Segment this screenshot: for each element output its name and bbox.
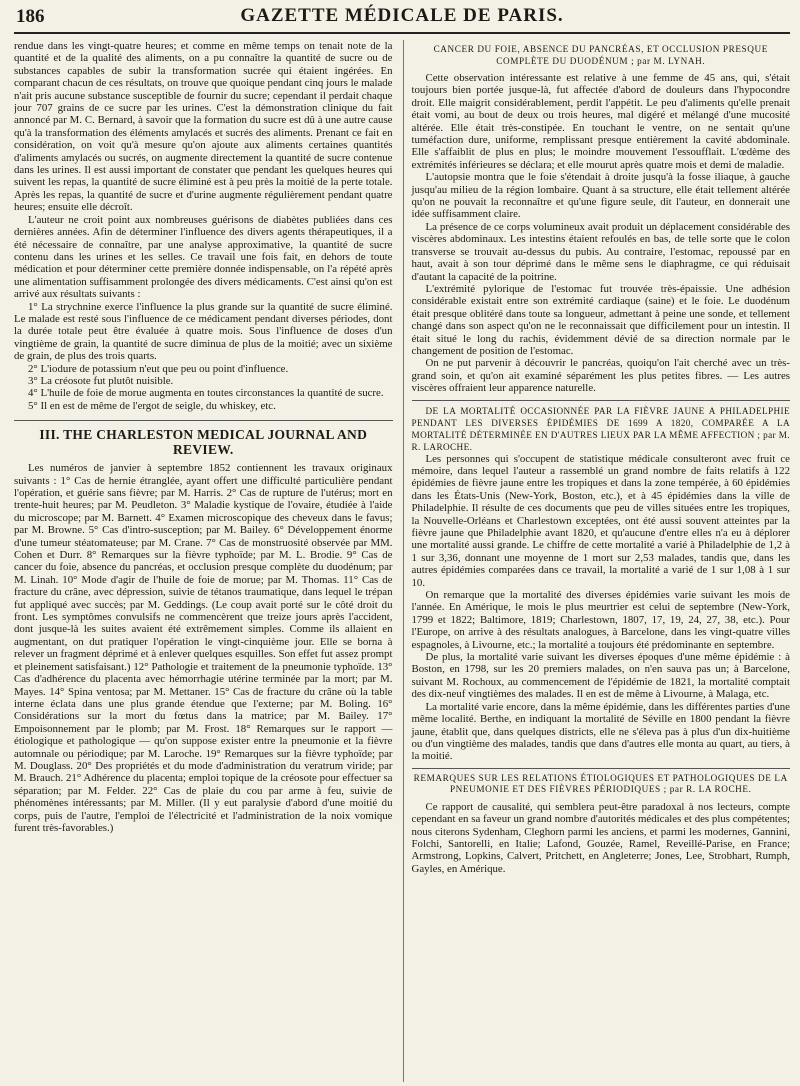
paragraph: De plus, la mortalité varie suivant les diverses époques d'une même épidémie : à Boston, en 1798, sur les 20 premiers malades, on n'en sauva pas un; à Barcelone, suivant M. Rochoux, au commencement de l'épidémie de 1821, la mortalité comptait des dix-neuf vingtièmes des malades. Il en est de même à Livourne, à Malaga, etc. <box>411 651 790 701</box>
paragraph: Les personnes qui s'occupent de statistique médicale consulteront avec fruit ce mémoire, dans lequel l'auteur a rassemblé un grand nombre de faits relatifs à 122 épidémies de fièvre jaune entre les tropiques et dans la zone tempérée, à 60 épidémies dans les États-Unis (New-York, Boston, etc.), et à 45 épidémies dans la ville de Philadelphie. Il résulte de ces documents que peu de villes situées entre les tropiques, la Nouvelle-Orléans et Charlestown exceptées, ont été aussi souvent atteintes par la fièvre jaune que Philadelphie avant 1820, et qu'aucune d'entre elles n'a eu à déplorer une mortalité aussi grande. Le chiffre de cette mortalité a varié à Philadelphie de 1,2 à 1 sur 3,36, donnant une moyenne de 1 mort sur 2,53 malades, tandis que, dans les autres épidémies comparées dans ce travail, la mortalité a varié de 1 sur 1,08 à 1 sur 10. <box>411 452 790 589</box>
paragraph: 1° La strychnine exerce l'influence la plus grande sur la quantité de sucre éliminé. Le malade est resté sous l'influence de ce médicament pendant diverses périodes, dont la durée totale peut être évaluée à quatre mois. Sous l'influence de doses d'un vingtième de grain, la quantité de sucre diminua de plus de la moitié; avec un sixième de grain, de plus des trois quarts. <box>14 300 393 363</box>
section-heading: III. THE CHARLESTON MEDICAL JOURNAL AND REVIEW. <box>14 420 393 457</box>
paragraph: Ce rapport de causalité, qui semblera peut-être paradoxal à nos lecteurs, compte cependant en sa faveur un grand nombre d'autorités médicales et des plus compétentes; nous citerons Sydenham, Cleghorn parmi les anciens, et parmi les modernes, Gannini, Folchi, Santorelli, en Italie; Lafond, Gouzée, Ramel, Reveillé-Parise, en France; Armstrong, Lopkins, Calvert, Pritchett, en Angleterre; Jones, Lee, Strobhart, Rumph, Gayles, en Amérique. <box>411 800 790 875</box>
paragraph: La mortalité varie encore, dans la même épidémie, dans les différentes parties d'une même localité. Berthe, en indiquant la mortalité de Séville en 1800 pendant la fièvre jaune, établit que, dans quelques districts, elle ne s'éleva pas à plus d'un dix-huitième ou d'un vingtième des malades, tandis que dans d'autres elle monta au quart, au tiers, à la moitié. <box>411 700 790 763</box>
article-title: CANCER DU FOIE, ABSENCE DU PANCRÉAS, ET OCCLUSION PRESQUE COMPLÈTE DU DUODÉNUM ; par M. LYNAH. <box>433 44 768 66</box>
right-column <box>403 40 791 1082</box>
paragraph: rendue dans les vingt-quatre heures; et comme en même temps on tenait note de la quantité et de la qualité des aliments, on a pu connaître la quantité de sucre ou de substances capables de subir la transformation sucrée qui étaient ingérées. En comparant chacun de ces résultats, on trouve que quoique pendant cinq jours le malade n'ait pris aucune substance susceptible de fournir du sucre; cependant il perdait chaque jour 707 grains de ce sucre par les urines. C'est la démonstration clinique du fait annoncé par M. C. Bernard, à savoir que la formation du sucre est dû à une autre cause qu'à la transformation des éléments amylacés et sucrés des aliments. Prenant ce fait en considération, on voit qu'à mesure qu'on ajoute aux aliments certaines quantités d'aliments amylacés ou sucrés, on augmente directement la quantité de sucre contenue dans les urines. Il est aussi important de constater que pendant les quelques heures qui suivent les repas, la quantité de sucre éliminé est à peu près la moitié de la perte totale. Après les repas, la quantité de sucre et d'urine augmente régulièrement pendant quatre heures; ensuite elle décroît. <box>14 40 393 214</box>
paragraph: Cette observation intéressante est relative à une femme de 45 ans, qui, s'était toujours bien portée jusque-là, fut affectée d'abord de douleurs dans l'hypocondre droit. Elle maigrit considérablement, perdit l'appétit. Le peu d'aliments qu'elle prenait était vomi, au bout de deux ou trois heures, mal digéré et mélangé d'une mucosité altérée. Elle était très-constipée. En touchant le ventre, on ne sentait qu'une tuméfaction dure, uniforme, remplissant presque entièrement la cavité abdominale. Elle s'affaiblit de plus en plus; le moindre mouvement l'essoufflait. L'œdème des extrémités inférieures se déclara; et elle mourut après quatre mois et demi de maladie. <box>411 72 790 171</box>
page-header <box>14 0 790 34</box>
article-title: REMARQUES SUR LES RELATIONS ÉTIOLOGIQUES ET PATHOLOGIQUES DE LA PNEUMONIE ET DES FIÈVRES PÉRIODIQUES ; par R. LA ROCHE. <box>413 772 788 795</box>
paragraph: 3° La créosote fut plutôt nuisible. <box>28 374 174 387</box>
divider <box>412 400 791 401</box>
paragraph: On ne put parvenir à découvrir le pancréas, quoiqu'on l'ait cherché avec un très-grand soin, et qu'on ait examiné séparément les plus petites fibres. — Les autres viscères offraient leur apparence naturelle. <box>411 357 790 395</box>
paragraph: L'auteur ne croit point aux nombreuses guérisons de diabètes publiées dans ces dernières années. Afin de déterminer l'influence des divers agents thérapeutiques, il a été nécessaire de connaître, par une analyse approximative, la quantité de sucre contenu dans les urines et les selles. Ce travail une fois fait, en dehors de toute médication et pour déterminer cette première donnée indispensable, on l'a répété après une alimentation suffisamment prolongée des divers médicaments. C'est ainsi qu'on est arrivé aux résultats suivants : <box>14 213 393 301</box>
paragraph: L'extrémité pylorique de l'estomac fut trouvée très-épaissie. Une adhésion considérable existait entre son extrémité cardiaque (saine) et le foie. Le duodénum était presque oblitéré dans toute sa longueur, admettant à peine une sonde, et tellement changé dans son aspect qu'on ne le reconnaissait que difficilement pour un intestin. Il était situé le long du rachis, évidemment dévié de sa direction normale par le changement de position de l'estomac. <box>411 282 790 357</box>
article-title: DE LA MORTALITÉ OCCASIONNÉE PAR LA FIÈVRE JAUNE A PHILADELPHIE PENDANT LES DIVERSES ÉPIDÉMIES DE 1699 A 1820, COMPARÉE A LA MORTALITÉ DÉTERMINÉE EN D'AUTRES LIEUX PAR LA MÊME AFFECTION ; par M. R. LAROCHE. <box>411 405 790 452</box>
paragraph: L'autopsie montra que le foie s'étendait à droite jusqu'à la fosse iliaque, à gauche jusqu'au milieu de la région lombaire. Quant à sa structure, elle était tellement altérée qu'on ne pouvait la reconnaître et qu'une figure seule, dit l'auteur, en donnerait une idée suffisamment claire. <box>411 171 790 221</box>
page-number: 186 <box>16 6 45 27</box>
paragraph: Les numéros de janvier à septembre 1852 contiennent les travaux originaux suivants : 1° Cas de hernie étranglée, ayant offert une difficulté particulière pendant l'opération, et guérie sans fièvre; par M. Harris. 2° Cas de rupture de l'utérus; mort en trente-huit heures; par M. Peudleton. 3° Maladie kystique de l'ovaire, étudiée à l'aide du microscope; par M. Barnett. 4° Examen microscopique des cheveux dans le favus; par M. Browne. 5° Cas d'intro-susception; par M. Bailey. 6° Développement énorme d'une tumeur stéatomateuse; par M. Crane. 7° Cas de monstruosité observée par MM. Cohen et Durr. 8° Remarques sur la fièvre typhoïde; par M. L. Brodie. 9° Cas de cancer du foie, absence du pancréas, et occlusion presque complète du duodénum; par M. Linah. 10° Mode d'agir de l'huile de foie de morue; par M. Thomas. 11° Cas de fracture du crâne, avec dépression, suivie de tétanos traumatique, dans lequel le trépan fut appliqué avec succès; par M. Geddings. (Le coup avait porté sur le côté droit du front. Les symptômes convulsifs ne commencèrent que treize jours après l'accident, dont jusque-là les suites avaient été extrêmement simples. Comme ils allaient en augmentant, on dut pratiquer l'opération le vingt-cinquième jour. Elle se borna à relever un fragment déprimé et à enlever quelques esquilles. Son effet fut assez prompt et pleinement satisfaisant.) 12° Pathologie et traitement de la pneumonie typhoïde. 13° Cas d'adhérence du placenta avec hémorrhagie utérine terminée par la mort; par M. Mayes. 14° Spina ventosa; par M. Mettaner. 15° Cas de fracture du crâne où la table interne éclata dans une plus grande étendue que l'externe; par M. Boling. 16° Considérations sur la mort du fœtus dans la matrice; par M. Bailey. 17° Empoisonnement par le plomb; par M. Frost. 18° Remarques sur le rapport — étiologique et pathologique — qu'on suppose exister entre la pneumonie et la fièvre automnale ou périodique; par M. Laroche. 19° Remarques sur la fièvre typhoïde; par M. Douglass. 20° Des propriétés et du mode d'administration du veratrum viride; par M. Brauch. 21° Adhérence du placenta; emploi topique de la créosote pour effectuer sa séparation; par M. Felder. 22° Cas de plaie du cou par arme à feu, suivie de phénomènes intéressants; par M. Miller. (Il y eut paralysie d'abord d'une moitié du corps, puis de l'autre, l'emploi de l'électricité et l'administration de la noix vomique furent très-favorables.) <box>14 462 393 834</box>
text-columns <box>14 40 790 1082</box>
paragraph: 2° L'iodure de potassium n'eut que peu ou point d'influence. <box>28 362 289 375</box>
paragraph: 4° L'huile de foie de morue augmenta en toutes circonstances la quantité de sucre. <box>28 387 384 400</box>
paragraph: 5° Il en est de même de l'ergot de seigle, du whiskey, etc. <box>28 399 276 412</box>
divider <box>412 768 791 769</box>
left-column <box>14 40 393 1082</box>
journal-title: GAZETTE MÉDICALE DE PARIS. <box>240 5 564 26</box>
paragraph: La présence de ce corps volumineux avait produit un déplacement considérable des viscères abdominaux. Les intestins étaient refoulés en bas, de telle sorte que le colon transverse se trouvait au-dessus du pubis. Au contraire, l'estomac, repoussé par en haut, avait à son tour déprimé dans le même sens le diaphragme, ce qui réduisait d'autant la capacité de la poitrine. <box>411 220 790 283</box>
paragraph: On remarque que la mortalité des diverses épidémies varie suivant les mois de l'année. En Amérique, le mois le plus meurtrier est celui de septembre (New-York, 1799 et 1822; Baltimore, 1819; Charlestown, 1807, 17, 19, 24, 27, 38, etc.). Pour l'Europe, on arrive à des résultats analogues, à Barcelone, dans les vingt-quatre villes espagnoles, à Livourne, etc.; la mortalité a toujours été prédominante en septembre. <box>411 589 790 651</box>
